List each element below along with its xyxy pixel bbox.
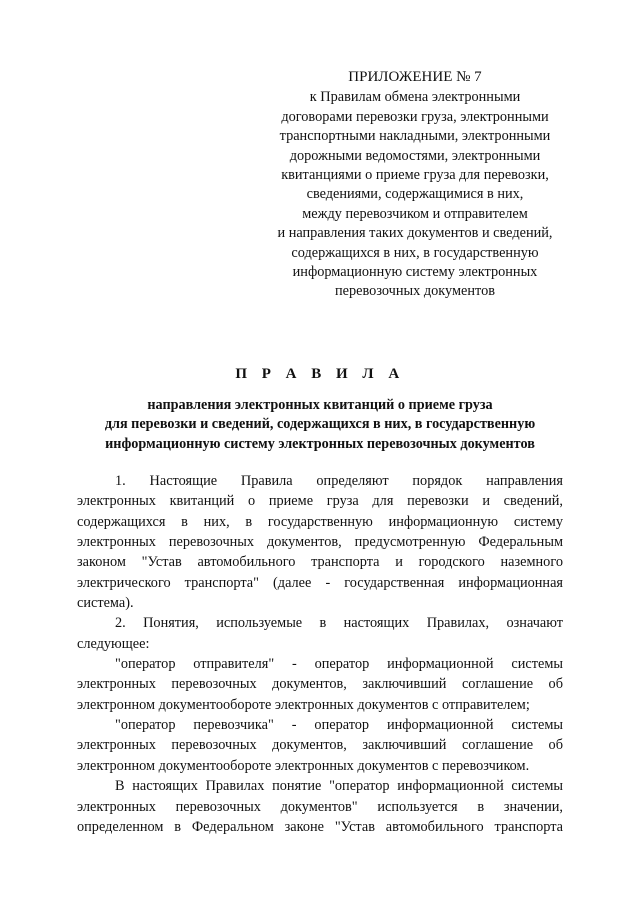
- paragraph-2-line: 2. Понятия, используемые в настоящих Правилах, означают: [115, 615, 563, 632]
- document-title: П Р А В И Л А: [235, 366, 405, 382]
- appendix-header: [250, 68, 580, 302]
- paragraph-1-line: электронных перевозочных документов, предусмотренную Федеральным: [77, 534, 563, 551]
- appendix-heading: ПРИЛОЖЕНИЕ № 7: [348, 69, 482, 85]
- document-body: [77, 471, 563, 837]
- paragraph-1-line: электрического транспорта" (далее - государственная информационная: [77, 574, 563, 591]
- paragraph-3-line: электронных перевозочных документов" используется в значении,: [77, 798, 563, 815]
- document-subtitle: [40, 396, 600, 454]
- paragraph-1-line: законом "Устав автомобильного транспорта и городского наземного: [77, 554, 563, 571]
- paragraph-1-line: 1. Настоящие Правила определяют порядок направления: [115, 473, 563, 489]
- appendix-line: информационную систему электронных: [292, 264, 538, 281]
- appendix-line: сведениями, содержащимися в них,: [306, 186, 524, 203]
- document-title-block: [40, 364, 600, 454]
- appendix-line: и направления таких документов и сведений,: [277, 225, 553, 242]
- subtitle-line: направления электронных квитанций о приеме груза: [147, 397, 493, 413]
- definition-sender-operator-line: электронном документообороте электронных документов с отправителем;: [77, 696, 530, 713]
- appendix-line: к Правилам обмена электронными: [309, 89, 521, 106]
- definition-carrier-operator-line: "оператор перевозчика" - оператор информационной системы: [115, 717, 563, 734]
- paragraph-3-line: В настоящих Правилах понятие "оператор информационной системы: [115, 778, 563, 795]
- appendix-line: квитанциями о приеме груза для перевозки,: [281, 167, 549, 184]
- definition-carrier-operator-line: электронных перевозочных документов, заключивший соглашение об: [77, 737, 563, 754]
- definition-sender-operator-line: "оператор отправителя" - оператор информационной системы: [115, 656, 563, 673]
- definition-sender-operator-line: электронных перевозочных документов, заключивший соглашение об: [77, 676, 563, 693]
- appendix-line: транспортными накладными, электронными: [279, 128, 551, 145]
- paragraph-2-line: следующее:: [77, 635, 150, 652]
- paragraph-1-line: содержащихся в них, в государственную информационную систему: [77, 513, 563, 530]
- paragraph-3-line: определенном в Федеральном законе "Устав автомобильного транспорта: [77, 818, 563, 835]
- subtitle-line: для перевозки и сведений, содержащихся в них, в государственную: [104, 416, 536, 433]
- appendix-line: содержащихся в них, в государственную: [291, 244, 539, 261]
- definition-carrier-operator-line: электронном документообороте электронных документов с перевозчиком.: [77, 757, 530, 774]
- appendix-line: дорожными ведомостями, электронными: [289, 147, 541, 164]
- paragraph-1-line: электронных квитанций о приеме груза для перевозки и сведений,: [77, 493, 563, 510]
- appendix-line: между перевозчиком и отправителем: [302, 205, 528, 222]
- appendix-line: договорами перевозки груза, электронными: [281, 108, 549, 125]
- appendix-line: перевозочных документов: [335, 283, 495, 300]
- subtitle-line: информационную систему электронных перевозочных документов: [105, 435, 535, 452]
- paragraph-1-line: система).: [77, 595, 134, 612]
